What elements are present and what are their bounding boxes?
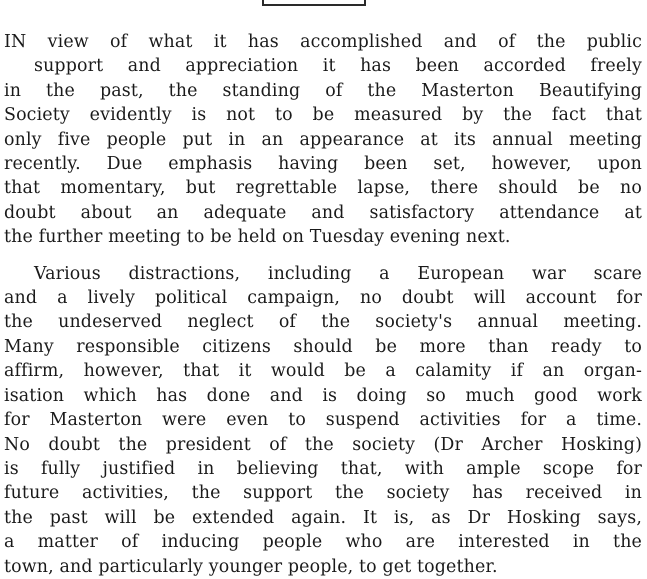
text-line: affirm, however, that it would be a calamity if an organ- xyxy=(4,361,642,382)
text-line: for Masterton were even to suspend activities for a time. xyxy=(4,410,642,431)
header-rule-tick-right xyxy=(364,0,366,4)
text-line: the further meeting to be held on Tuesday evening next. xyxy=(4,227,511,248)
text-line: support and appreciation it has been accorded freely xyxy=(34,56,642,77)
text-line: Many responsible citizens should be more than ready to xyxy=(4,336,642,357)
text-line: is fully justified in believing that, with ample scope for xyxy=(4,458,642,479)
text-line: a matter of inducing people who are interested in the xyxy=(4,532,642,553)
header-rule xyxy=(262,4,366,6)
text-line: in the past, the standing of the Masterton Beautifying xyxy=(4,80,642,101)
text-line: the past will be extended again. It is, as Dr Hosking says, xyxy=(4,507,642,528)
text-line: isation which has done and is doing so much good work xyxy=(4,385,642,406)
text-line: that momentary, but regrettable lapse, there should be no xyxy=(4,178,642,199)
text-line: IN view of what it has accomplished and of the public xyxy=(4,32,642,52)
article-body xyxy=(4,30,642,579)
text-line: only five people put in an appearance at its annual meeting xyxy=(4,129,642,150)
text-line: and a lively political campaign, no doubt will account for xyxy=(4,288,642,309)
text-line: the undeserved neglect of the society's annual meeting. xyxy=(4,312,642,333)
text-line: recently. Due emphasis having been set, however, upon xyxy=(4,154,642,175)
text-line: Various distractions, including a European war scare xyxy=(34,263,642,284)
text-line: No doubt the president of the society (Dr Archer Hosking) xyxy=(4,434,642,455)
text-line: Society evidently is not to be measured by the fact that xyxy=(4,105,642,126)
header-rule-tick-left xyxy=(262,0,264,4)
text-line: future activities, the support the society has received in xyxy=(4,483,642,504)
text-line: town, and particularly younger people, to get together. xyxy=(4,556,498,577)
paragraph-1 xyxy=(4,30,642,250)
text-line: doubt about an adequate and satisfactory attendance at xyxy=(4,202,642,223)
paragraph-2 xyxy=(4,262,642,579)
